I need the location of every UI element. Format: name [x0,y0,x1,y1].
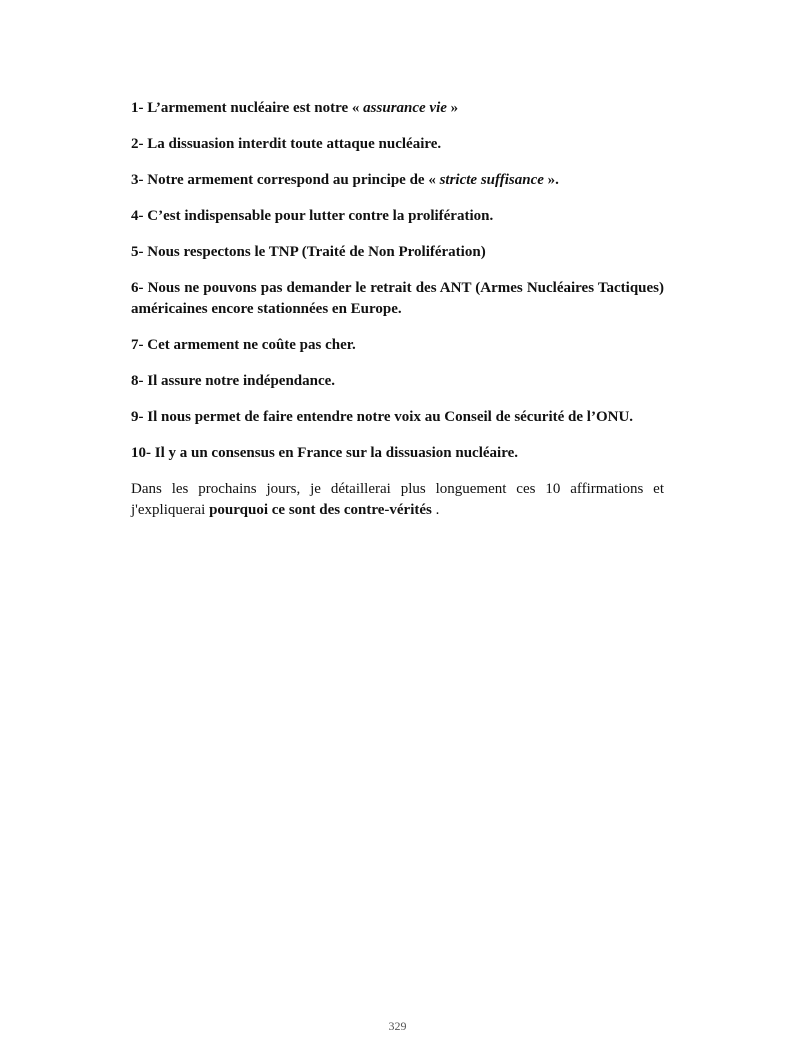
statement-1-emphasis: assurance vie [363,100,447,116]
statement-10-text: 10- Il y a un consensus en France sur la dissuasion nucléaire. [131,445,519,461]
statement-4 [131,206,664,227]
statement-3-emphasis: stricte suffisance [439,172,544,188]
statement-4-text: 4- C’est indispensable pour lutter contre la prolifération. [131,208,494,224]
statement-2-text: 2- La dissuasion interdit toute attaque nucléaire. [131,136,442,152]
statement-7-text: 7- Cet armement ne coûte pas cher. [131,337,356,353]
closing-text: Dans les prochains jours, je détaillerai plus longuement ces 10 affirmations et j'expliquerai [131,481,664,518]
statement-3-end: ». [543,172,559,188]
statement-5-text: 5- Nous respectons le TNP (Traité de Non Prolifération) [131,244,486,260]
statement-9-text: 9- Il nous permet de faire entendre notre voix au Conseil de sécurité de l’ONU. [131,409,634,425]
statement-6 [131,278,664,320]
closing-paragraph [131,479,664,521]
statement-8 [131,371,664,392]
statement-2 [131,134,664,155]
statement-6-text: 6- Nous ne pouvons pas demander le retrait des ANT (Armes Nucléaires Tactiques) américaines encore stationnées en Europe. [131,280,664,317]
statement-5 [131,242,664,263]
document-body [131,98,664,521]
statement-3 [131,170,664,191]
statement-8-text: 8- Il assure notre indépendance. [131,373,336,389]
statement-1 [131,98,664,119]
page-number: 329 [388,1019,407,1033]
closing-end: . [431,502,440,518]
statement-1-text: 1- L’armement nucléaire est notre « [131,100,364,116]
statement-3-text: 3- Notre armement correspond au principe de « [131,172,440,188]
closing-emphasis: pourquoi ce sont des contre-vérités [209,502,432,518]
statement-9 [131,407,664,428]
statement-1-end: » [446,100,459,116]
statement-7 [131,335,664,356]
statement-10 [131,443,664,464]
